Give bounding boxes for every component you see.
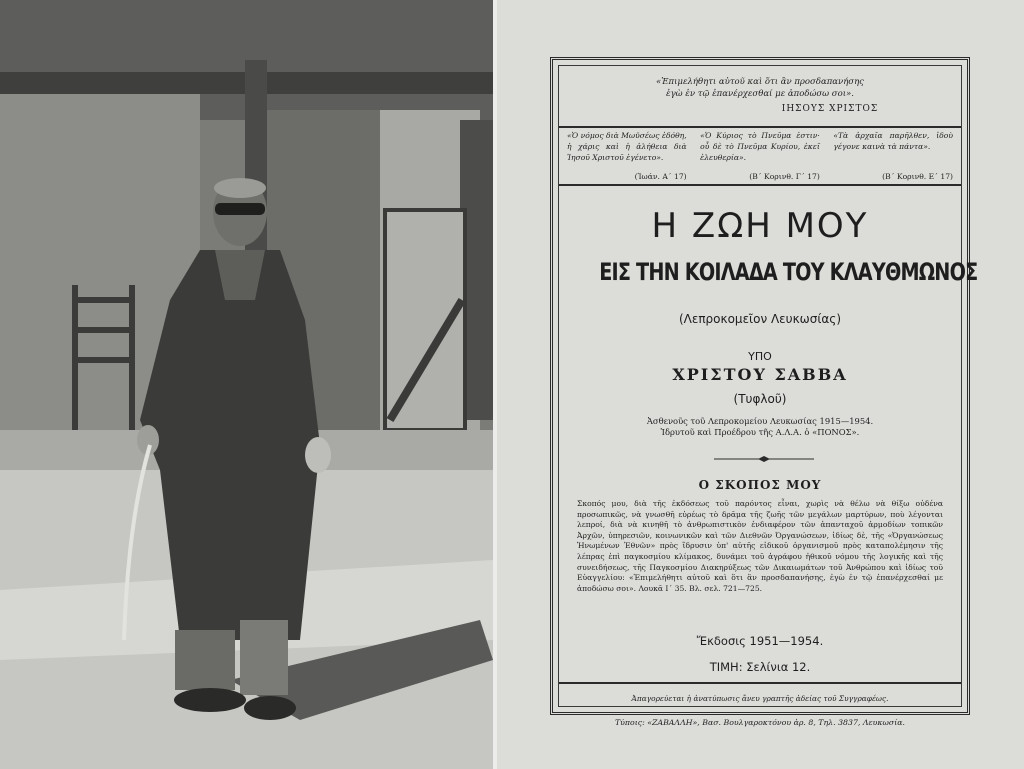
author-note: (Τυφλοῦ) [733,392,787,406]
divider-top [559,126,961,128]
printer-imprint: Τύποις: «ΖΑΒΑΛΛΗ», Βασ. Βουλγαροκτόνου ἀρ. 8, Τηλ. 3837, Λευκωσία. [614,718,906,727]
quote-text: «Ὁ Κύριος τὸ Πνεῦμα ἐστιν· οὗ δὲ τὸ Πνεῦμα Κυρίου, ἐκεῖ ἐλευθερία». [700,131,820,162]
quote-reference: (Β΄ Κορινθ. Ε΄ 17) [882,172,953,181]
author-credentials [559,416,961,438]
page-border [550,57,978,715]
epigraph-line-1: «Ἐπιμελήθητι αὐτοῦ καὶ ὅτι ἂν προσδαπανήσης [656,77,864,87]
epigraph-author: ΙΗΣΟΥΣ ΧΡΙΣΤΟΣ [781,104,879,114]
divider-quotes [559,184,961,186]
edition-years: Ἔκδοσις 1951—1954. [696,634,824,648]
ornament-divider [714,456,814,462]
quote-text: «Τὰ ἀρχαῖα παρῆλθεν, ἰδοὺ γέγονε καινὰ τὰ πάντα». [833,131,953,151]
book-subtitle: ΕΙΣ ΤΗΝ ΚΟΙΛΑΔΑ ΤΟΥ ΚΛΑΥΘΜΩΝΟΣ [599,258,978,286]
scripture-quotes [567,130,953,180]
book-place: (Λεπροκομεῖον Λευκωσίας) [678,312,842,326]
author-name: ΧΡΙΣΤΟΥ ΣΑΒΒΑ [672,365,848,384]
quote-corinthians-5 [833,130,953,180]
man-with-cane-photo [0,0,493,769]
quote-john [567,130,687,180]
credential-line: Ἱδρυτοῦ καὶ Προέδρου τῆς Α.Λ.Α. ὁ «ΠΟΝΟΣ». [660,427,860,437]
purpose-heading: Ο ΣΚΟΠΟΣ ΜΟΥ [698,478,822,492]
purpose-text: Σκοπός μου, διὰ τῆς ἐκδόσεως τοῦ παρόντος εἶναι, χωρὶς νὰ θέλω νὰ θίξω οὐδένα προσωπικῶς, νὰ γνωσθῆ εὐρέως τὸ δρᾶμα τῆς ζωῆς τῶν μεγάλων μαρτύρων, ποὺ λέγονται λεπροί, διὰ νὰ κινηθῆ τὸ ἀνθρωπιστικὸν ἐνδιαφέρον τῶν ἁπανταχοῦ ἁρμοδίων τοπικῶν Ἀρχῶν, ὑπηρεσιῶν, κοινωνικῶν καὶ τῶν Διεθνῶν Ὀργανώσεων, ἰδίως δὲ, τῆς «Ὀργανώσεως Ἡνωμένων Ἐθνῶν» πρὸς ἵδρυσιν ὑπ' αὐτῆς εἰδικοῦ ὀργανισμοῦ πρὸς καταπολέμησιν τῆς λέπρας ἐπὶ παγκοσμίου κλίμακος, δυνάμει τοῦ ἀγράφου ἠθικοῦ νόμου τῆς λογικῆς καὶ τῆς συνειδήσεως, τῆς Παγκοσμίου Διακηρύξεως τῶν Δικαιωμάτων τοῦ Ἀνθρώπου καὶ ἰδίως τοῦ Εὐαγγελίου: «Ἐπιμελήθητι αὐτοῦ καὶ ὅτι ἂν προσδαπανήσης, ἐγὼ ἐν τῷ ἐπανέρχεσθαί με ἀποδώσω σοι». Λουκᾶ Ι΄ 35. Βλ. σελ. 721—725. [577,499,943,593]
quote-corinthians-3 [700,130,820,180]
title-page [497,0,1024,769]
portrait-photo [0,0,493,769]
divider-bottom [559,682,961,684]
copyright-notice: Ἀπαγορεύεται ἡ ἀνατύπωσις ἄνευ γραπτῆς ἀδείας τοῦ Συγγραφέως. [631,694,889,703]
quote-reference: (Β΄ Κορινθ. Γ΄ 17) [749,172,820,181]
quote-reference: (Ἰωάν. Α΄ 17) [634,172,687,181]
quote-text: «Ὁ νόμος διὰ Μωϋσέως ἐδόθη, ἡ χάρις καὶ ἡ ἀλήθεια διὰ Ἰησοῦ Χριστοῦ ἐγένετο». [567,131,687,162]
epigraph-line-2: ἐγὼ ἐν τῷ ἐπανέρχεσθαί με ἀποδώσω σοι». [666,89,854,99]
epigraph [559,76,961,115]
price: ΤΙΜΗ: Σελίνια 12. [709,660,811,674]
credential-line: Ἀσθενοῦς τοῦ Λεπροκομείου Λευκωσίας 1915—1954. [646,416,874,426]
inner-border [558,65,978,707]
by-label: ΥΠΟ [748,350,772,363]
book-title: Η ΖΩΗ ΜΟΥ [651,206,869,246]
